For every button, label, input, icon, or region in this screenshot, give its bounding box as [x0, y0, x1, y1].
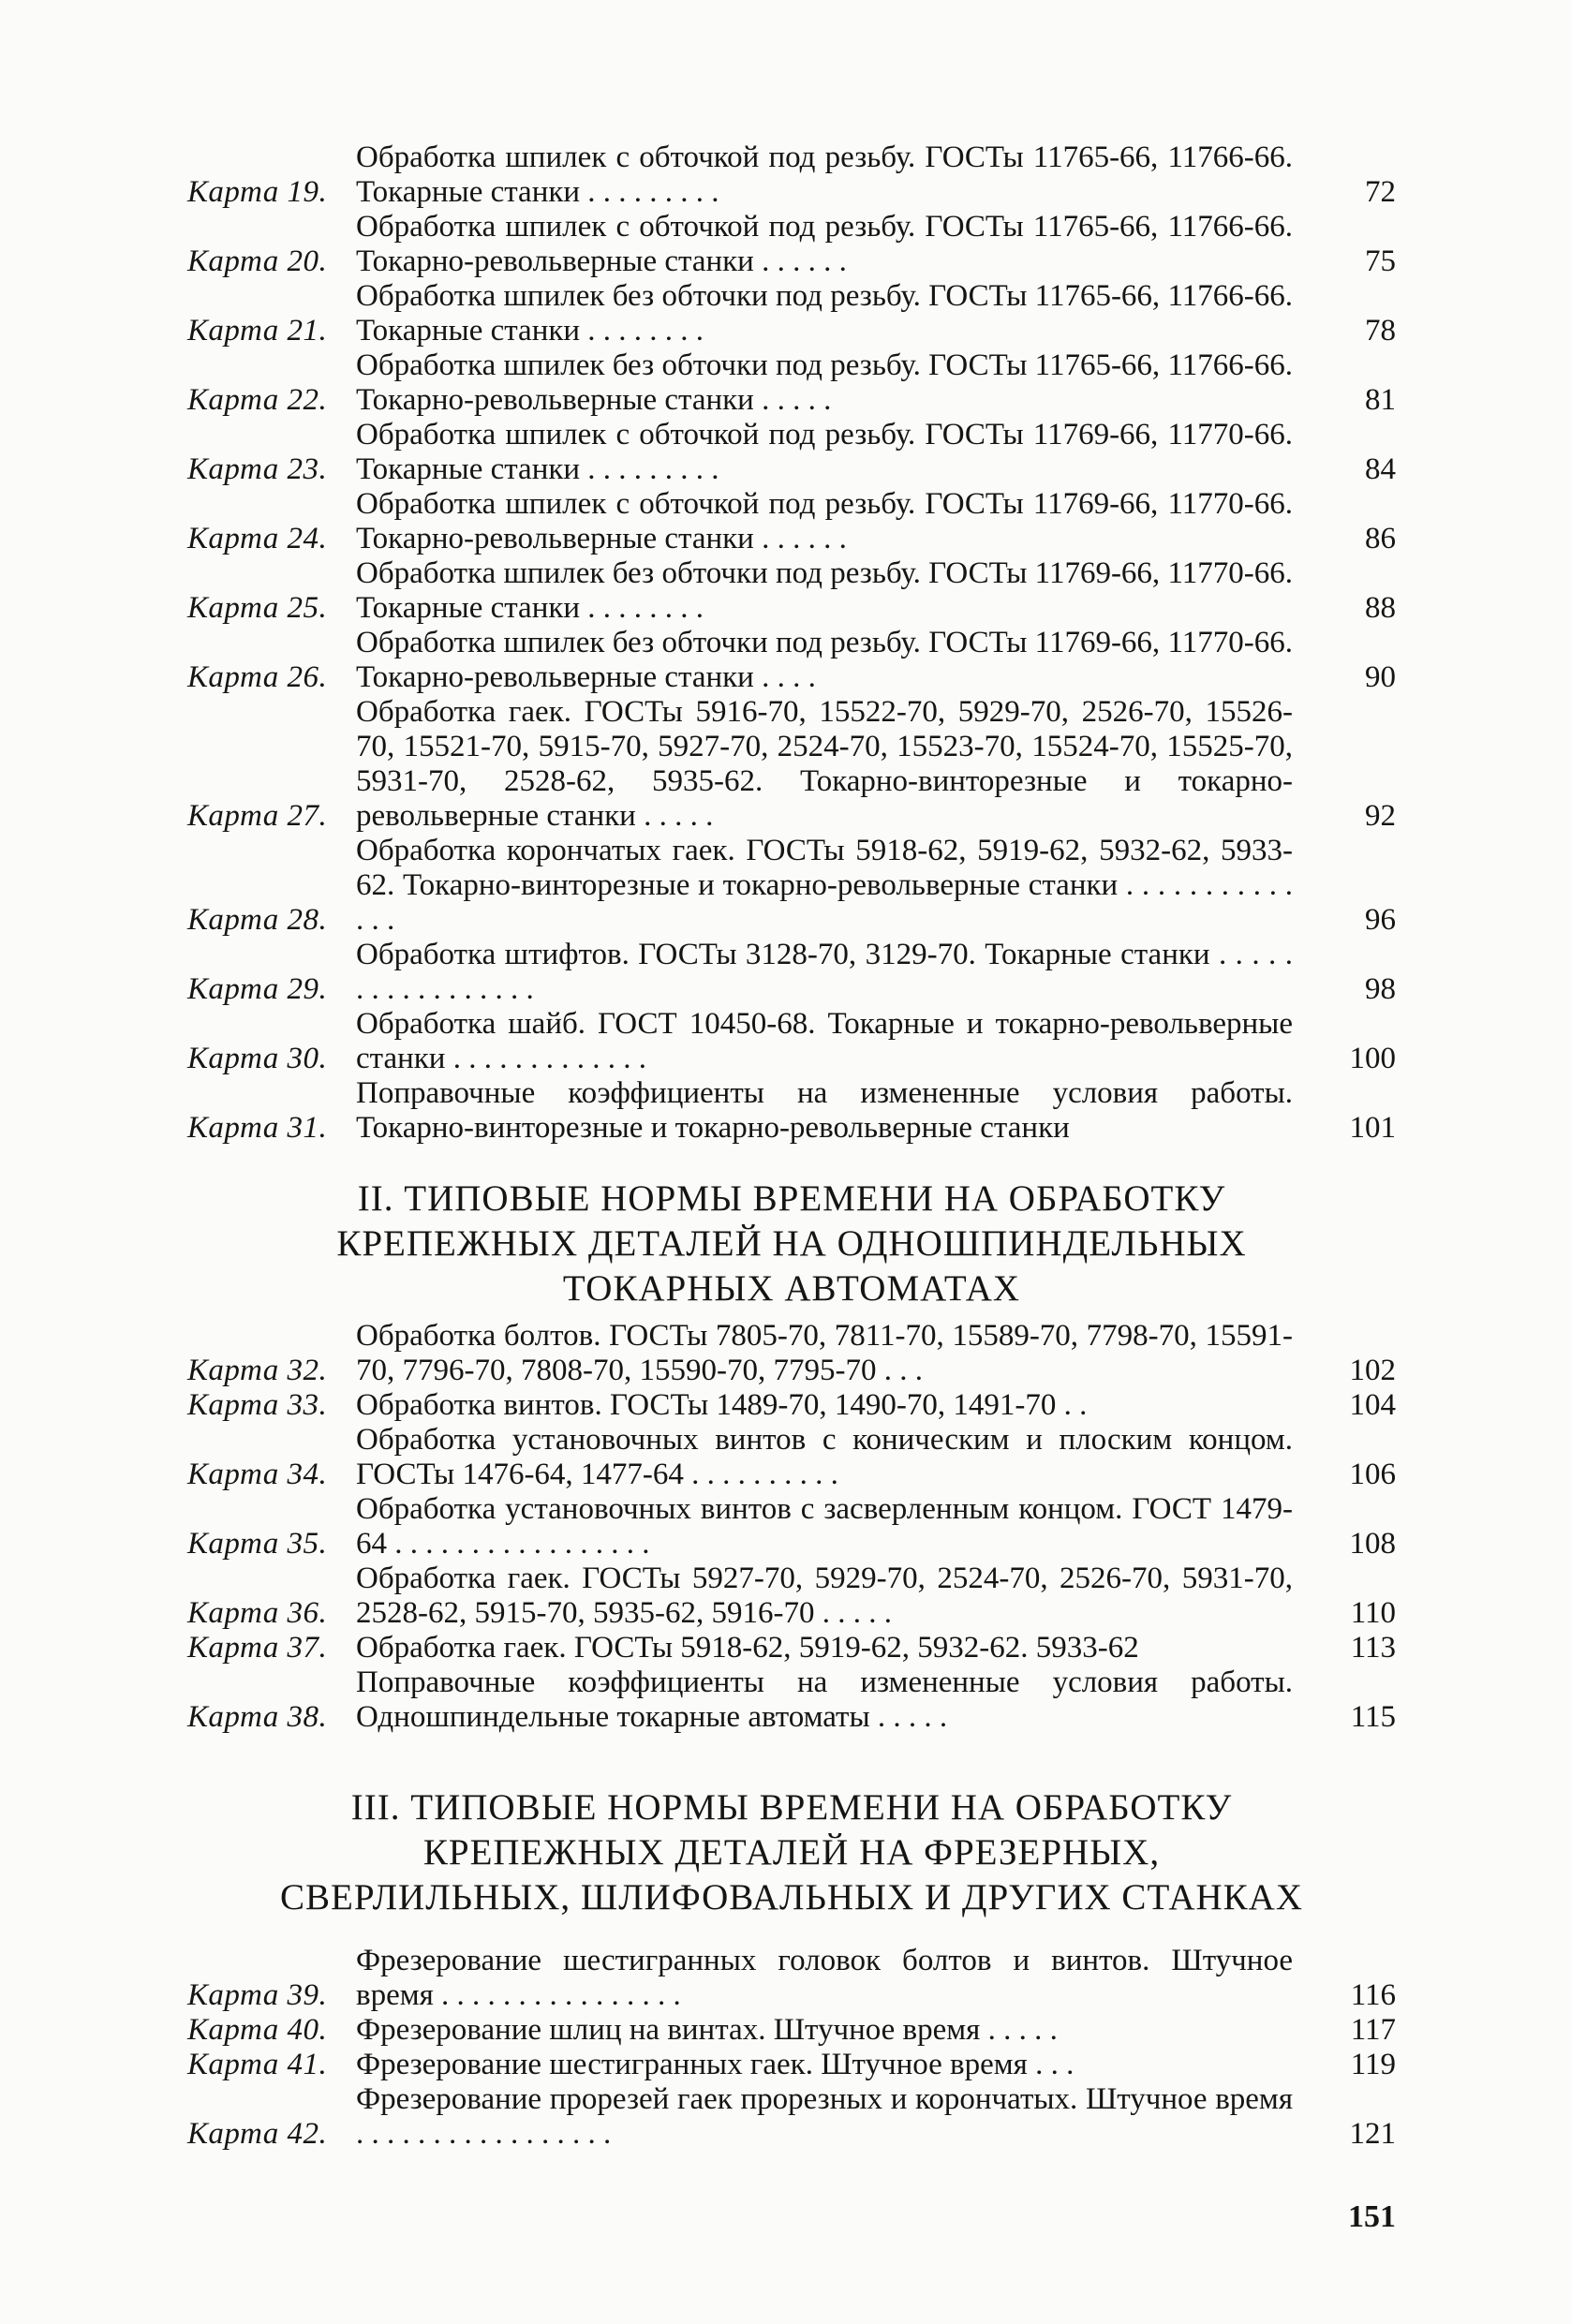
toc-entry-page: 115 [1350, 1700, 1396, 1734]
toc-entry [187, 2082, 1396, 2152]
toc-entry-text: Поправочные коэффициенты на измененные условия работы. Токарно-винторезные и токарно-револьверные станки [356, 1076, 1293, 1145]
toc-section-1 [187, 141, 1396, 1146]
toc-entry-page: 100 [1349, 1042, 1396, 1075]
section-3-title-line: КРЕПЕЖНЫХ ДЕТАЛЕЙ НА ФРЕЗЕРНЫХ, [422, 1832, 1161, 1873]
toc-entry-text: Обработка установочных винтов с коническим и плоским концом. ГОСТы 1476-64, 1477-64 . . . . . . . . . . [356, 1423, 1293, 1491]
toc-entry-label: Карта 35. [187, 1527, 328, 1561]
toc-entry-label: Карта 29. [187, 972, 328, 1006]
toc-entry [187, 1423, 1396, 1492]
toc-entry-label: Карта 21. [187, 314, 328, 348]
toc-entry-label: Карта 36. [187, 1596, 328, 1630]
toc-entry-page: 110 [1350, 1596, 1396, 1630]
toc-entry-page: 96 [1365, 903, 1396, 937]
toc-entry [187, 141, 1396, 210]
toc-entry-page: 119 [1350, 2048, 1396, 2081]
toc-entry-page: 113 [1350, 1631, 1396, 1665]
toc-entry-label: Карта 37. [187, 1631, 328, 1665]
toc-entry [187, 1007, 1396, 1076]
toc-entry-label: Карта 31. [187, 1111, 328, 1145]
toc-entry-label: Карта 34. [187, 1458, 328, 1491]
toc-entry-page: 104 [1349, 1388, 1396, 1422]
toc-entry-label: Карта 28. [187, 903, 328, 937]
toc-entry [187, 1562, 1396, 1631]
toc-entry [187, 1319, 1396, 1388]
toc-entry-label: Карта 33. [187, 1388, 328, 1422]
toc-entry-text: Обработка винтов. ГОСТы 1489-70, 1490-70, 1491-70 . . [356, 1388, 1088, 1422]
toc-entry-text: Фрезерование шестигранных головок болтов и винтов. Штучное время . . . . . . . . . . . . . . . . [356, 1944, 1293, 2012]
toc-entry [187, 1631, 1396, 1665]
toc-entry [187, 1665, 1396, 1735]
toc-entry [187, 938, 1396, 1007]
toc-entry-text: Обработка гаек. ГОСТы 5927-70, 5929-70, 2524-70, 2526-70, 5931-70, 2528-62, 5915-70, 5935-62, 5916-70 . . . . . [356, 1562, 1293, 1630]
toc-section-3 [187, 1944, 1396, 2152]
toc-entry [187, 1388, 1396, 1423]
page-number: 151 [1348, 2199, 1396, 2234]
toc-entry-page: 72 [1365, 175, 1396, 209]
toc-entry-page: 121 [1349, 2117, 1396, 2151]
toc-entry-label: Карта 30. [187, 1042, 328, 1075]
toc-entry-page: 101 [1349, 1111, 1396, 1145]
toc-entry-page: 117 [1350, 2013, 1396, 2047]
section-2-title-line: ТОКАРНЫХ АВТОМАТАХ [562, 1268, 1021, 1309]
toc-entry-page: 88 [1365, 591, 1396, 625]
toc-entry-page: 106 [1349, 1458, 1396, 1491]
toc-entry [187, 626, 1396, 695]
toc-entry-label: Карта 40. [187, 2013, 328, 2047]
toc-entry-page: 86 [1365, 522, 1396, 555]
toc-entry-label: Карта 39. [187, 1978, 328, 2012]
toc-entry-text: Обработка гаек. ГОСТы 5918-62, 5919-62, 5932-62. 5933-62 [356, 1631, 1139, 1665]
toc-entry-page: 84 [1365, 452, 1396, 486]
toc-entry-text: Обработка шпилек без обточки под резьбу. ГОСТы 11769-66, 11770-66. Токарные станки . . . . . . . . [356, 556, 1293, 625]
section-2-title-line: КРЕПЕЖНЫХ ДЕТАЛЕЙ НА ОДНОШПИНДЕЛЬНЫХ [336, 1223, 1247, 1264]
section-3-title [187, 1785, 1396, 1920]
toc-entry-text: Обработка шпилек с обточкой под резьбу. ГОСТы 11765-66, 11766-66. Токарные станки . . . . . . . . . [356, 141, 1293, 209]
toc-entry-page: 98 [1365, 972, 1396, 1006]
toc-entry-text: Обработка шпилек с обточкой под резьбу. ГОСТы 11765-66, 11766-66. Токарно-револьверные станки . . . . . . [356, 210, 1293, 278]
toc-entry [187, 556, 1396, 626]
toc-entry-text: Обработка шпилек без обточки под резьбу. ГОСТы 11765-66, 11766-66. Токарные станки . . . . . . . . [356, 279, 1293, 348]
toc-entry [187, 1492, 1396, 1562]
toc-entry-text: Обработка болтов. ГОСТы 7805-70, 7811-70, 15589-70, 7798-70, 15591-70, 7796-70, 7808-70, 15590-70, 7795-70 . . . [356, 1319, 1293, 1387]
section-2-title [187, 1177, 1396, 1311]
toc-entry [187, 1944, 1396, 2013]
toc-entry-text: Поправочные коэффициенты на измененные условия работы. Одношпиндельные токарные автоматы . . . . . [356, 1665, 1293, 1734]
toc-entry [187, 695, 1396, 834]
toc-entry-label: Карта 20. [187, 244, 328, 278]
toc-entry-text: Фрезерование шлиц на винтах. Штучное время . . . . . [356, 2013, 1058, 2047]
toc-entry-text: Фрезерование шестигранных гаек. Штучное время . . . [356, 2048, 1075, 2081]
toc-entry-label: Карта 26. [187, 660, 328, 694]
section-3-title-line: III. ТИПОВЫЕ НОРМЫ ВРЕМЕНИ НА ОБРАБОТКУ [350, 1787, 1233, 1828]
toc-entry-label: Карта 41. [187, 2048, 328, 2081]
toc-entry [187, 210, 1396, 279]
toc-entry-label: Карта 22. [187, 383, 328, 417]
toc-entry-label: Карта 24. [187, 522, 328, 555]
toc-entry-text: Фрезерование прорезей гаек прорезных и корончатых. Штучное время . . . . . . . . . . . . . . . . . [356, 2082, 1293, 2151]
toc-entry [187, 418, 1396, 487]
toc-entry-label: Карта 32. [187, 1354, 328, 1387]
toc-entry-text: Обработка установочных винтов с засверленным концом. ГОСТ 1479-64 . . . . . . . . . . . . . . . . . [356, 1492, 1293, 1561]
toc-entry-text: Обработка штифтов. ГОСТы 3128-70, 3129-70. Токарные станки . . . . . . . . . . . . . . . . . [356, 938, 1293, 1006]
section-3-title-line: СВЕРЛИЛЬНЫХ, ШЛИФОВАЛЬНЫХ И ДРУГИХ СТАНКАХ [279, 1877, 1303, 1917]
toc-entry [187, 279, 1396, 348]
toc-entry-text: Обработка шпилек без обточки под резьбу. ГОСТы 11769-66, 11770-66. Токарно-револьверные станки . . . . [356, 626, 1293, 694]
toc-entry [187, 348, 1396, 418]
toc-entry [187, 834, 1396, 938]
toc-entry-label: Карта 27. [187, 799, 328, 833]
toc-entry-page: 116 [1350, 1978, 1396, 2012]
toc-entry [187, 487, 1396, 556]
toc-entry-text: Обработка шпилек без обточки под резьбу. ГОСТы 11765-66, 11766-66. Токарно-револьверные станки . . . . . [356, 348, 1293, 417]
toc-entry-label: Карта 23. [187, 452, 328, 486]
toc-entry-page: 102 [1349, 1354, 1396, 1387]
toc-section-2 [187, 1319, 1396, 1735]
toc-entry-text: Обработка корончатых гаек. ГОСТы 5918-62, 5919-62, 5932-62, 5933-62. Токарно-винторезные и токарно-револьверные станки . . . . . . . . . . . . . . [356, 834, 1293, 937]
section-2-title-line: II. ТИПОВЫЕ НОРМЫ ВРЕМЕНИ НА ОБРАБОТКУ [357, 1178, 1226, 1219]
toc-entry-text: Обработка шайб. ГОСТ 10450-68. Токарные и токарно-револьверные станки . . . . . . . . . . . . . [356, 1007, 1293, 1075]
toc-entry-page: 92 [1365, 799, 1396, 833]
toc-entry-label: Карта 42. [187, 2117, 328, 2151]
toc-entry-label: Карта 19. [187, 175, 328, 209]
toc-entry-label: Карта 25. [187, 591, 328, 625]
toc-entry [187, 2013, 1396, 2048]
toc-entry [187, 1076, 1396, 1146]
toc-entry-page: 90 [1365, 660, 1396, 694]
toc-entry [187, 2048, 1396, 2082]
toc-entry-text: Обработка гаек. ГОСТы 5916-70, 15522-70, 5929-70, 2526-70, 15526-70, 15521-70, 5915-70, 5927-70, 2524-70, 15523-70, 15524-70, 15525-70, 5931-70, 2528-62, 5935-62. Токарно-винторезные и токарно-револьверные станки . . . . . [356, 695, 1293, 833]
toc-entry-label: Карта 38. [187, 1700, 328, 1734]
toc-entry-text: Обработка шпилек с обточкой под резьбу. ГОСТы 11769-66, 11770-66. Токарные станки . . . . . . . . . [356, 418, 1293, 486]
toc-entry-text: Обработка шпилек с обточкой под резьбу. ГОСТы 11769-66, 11770-66. Токарно-револьверные станки . . . . . . [356, 487, 1293, 555]
toc-entry-page: 75 [1365, 244, 1396, 278]
toc-entry-page: 108 [1349, 1527, 1396, 1561]
toc-entry-page: 78 [1365, 314, 1396, 348]
toc-entry-page: 81 [1365, 383, 1396, 417]
